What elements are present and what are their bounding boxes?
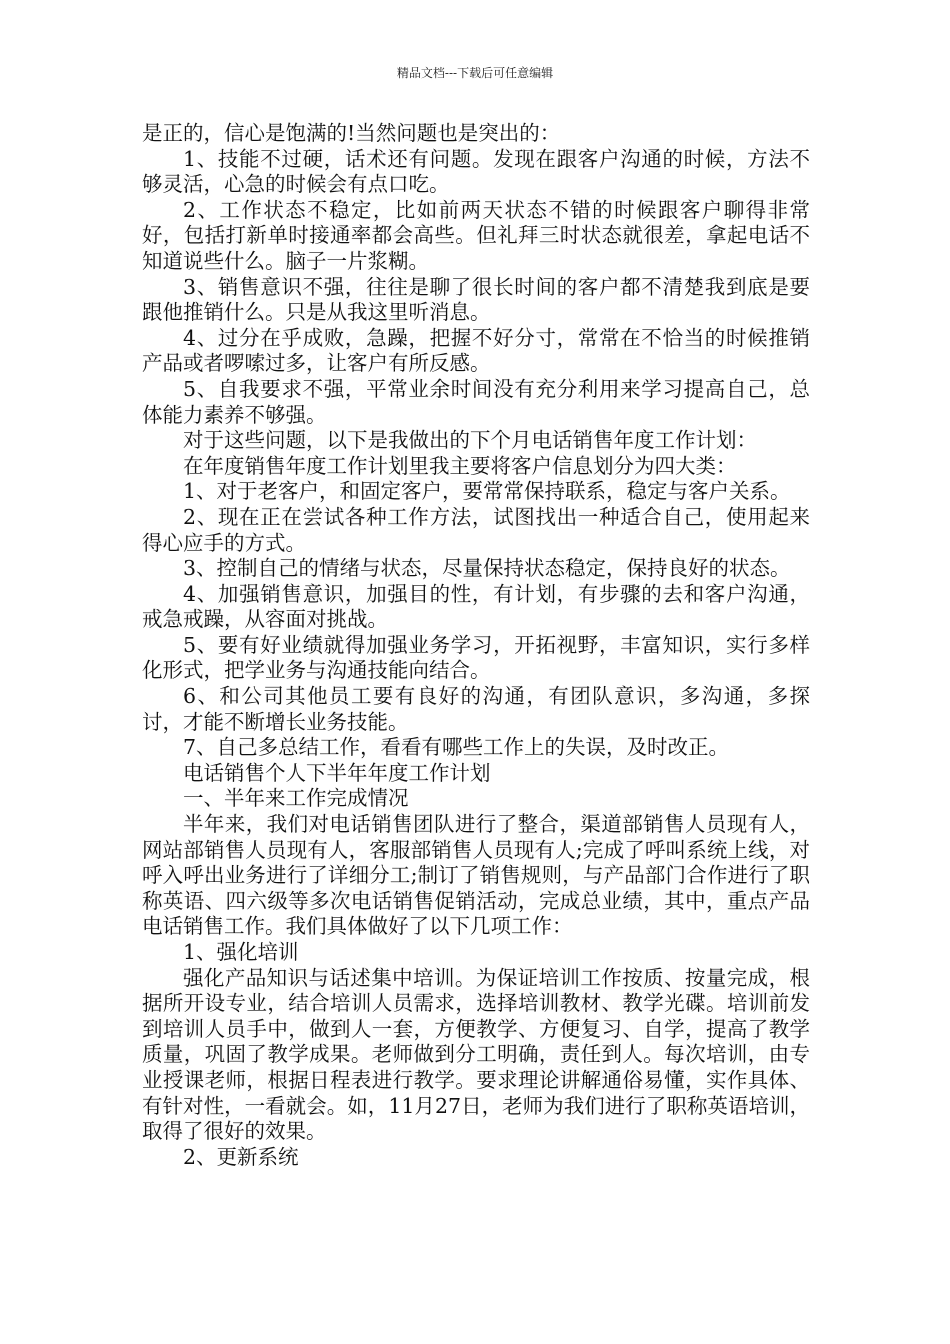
paragraph: 6、和公司其他员工要有良好的沟通，有团队意识，多沟通，多探讨，才能不断增长业务技能。 bbox=[142, 684, 810, 734]
section-heading: 一、半年来工作完成情况 bbox=[183, 786, 409, 811]
paragraph: 5、自我要求不强，平常业余时间没有充分利用来学习提高自己，总体能力素养不够强。 bbox=[142, 376, 810, 427]
document-body bbox=[142, 121, 810, 1170]
paragraph: 1、技能不过硬，话术还有问题。发现在跟客户沟通的时候，方法不够灵活，心急的时候会有点口吃。 bbox=[142, 146, 810, 197]
paragraph: 7、自己多总结工作，看看有哪些工作上的失误，及时改正。 bbox=[183, 735, 730, 760]
paragraph: 5、要有好业绩就得加强业务学习，开拓视野，丰富知识，实行多样化形式，把学业务与沟通技能向结合。 bbox=[142, 632, 810, 683]
paragraph: 是正的，信心是饱满的!当然问题也是突出的： bbox=[142, 121, 561, 145]
paragraph: 3、控制自己的情绪与状态，尽量保持状态稳定，保持良好的状态。 bbox=[183, 556, 791, 581]
subsection-heading: 1、强化培训 bbox=[183, 940, 299, 964]
paragraph: 在年度销售年度工作计划里我主要将客户信息划分为四大类： bbox=[183, 453, 737, 478]
subsection-heading: 2、更新系统 bbox=[183, 1144, 299, 1169]
paragraph: 4、过分在乎成败，急躁，把握不好分寸，常常在不恰当的时候推销产品或者啰嗦过多，让客户有所反感。 bbox=[142, 325, 810, 376]
paragraph: 强化产品知识与话述集中培训。为保证培训工作按质、按量完成，根据所开设专业，结合培训人员需求，选择培训教材、教学光碟。培训前发到培训人员手中，做到人一套，方便教学、方便复习、自学，提高了教学质量，巩固了教学成果。老师做到分工明确，责任到人。每次培训，由专业授课老师，根据日程表进行教学。要求理论讲解通俗易懂，实作具体、有针对性，一看就会。如，11月27日，老师为我们进行了职称英语培训，取得了很好的效果。 bbox=[142, 965, 810, 1144]
paragraph: 2、工作状态不稳定，比如前两天状态不错的时候跟客户聊得非常好，包括打新单时接通率都会高些。但礼拜三时状态就很差，拿起电话不知道说些什么。脑子一片浆糊。 bbox=[142, 197, 810, 273]
paragraph: 4、加强销售意识，加强目的性，有计划，有步骤的去和客户沟通，戒急戒躁，从容面对挑战。 bbox=[142, 581, 810, 632]
paragraph: 3、销售意识不强，往往是聊了很长时间的客户都不清楚我到底是要跟他推销什么。只是从我这里听消息。 bbox=[142, 274, 810, 325]
paragraph: 1、对于老客户，和固定客户，要常常保持联系，稳定与客户关系。 bbox=[183, 479, 791, 504]
section-title: 电话销售个人下半年年度工作计划 bbox=[183, 760, 491, 785]
paragraph: 2、现在正在尝试各种工作方法，试图找出一种适合自己，使用起来得心应手的方式。 bbox=[142, 504, 810, 555]
paragraph: 对于这些问题，以下是我做出的下个月电话销售年度工作计划： bbox=[183, 428, 757, 453]
page-header: 精品文档---下载后可任意编辑 bbox=[396, 66, 554, 80]
paragraph: 半年来，我们对电话销售团队进行了整合，渠道部销售人员现有人，网站部销售人员现有人，客服部销售人员现有人;完成了呼叫系统上线，对呼入呼出业务进行了详细分工;制订了销售规则，与产品部门合作进行了职称英语、四六级等多次电话销售促销活动，完成总业绩，其中，重点产品电话销售工作。我们具体做好了以下几项工作： bbox=[142, 812, 810, 939]
